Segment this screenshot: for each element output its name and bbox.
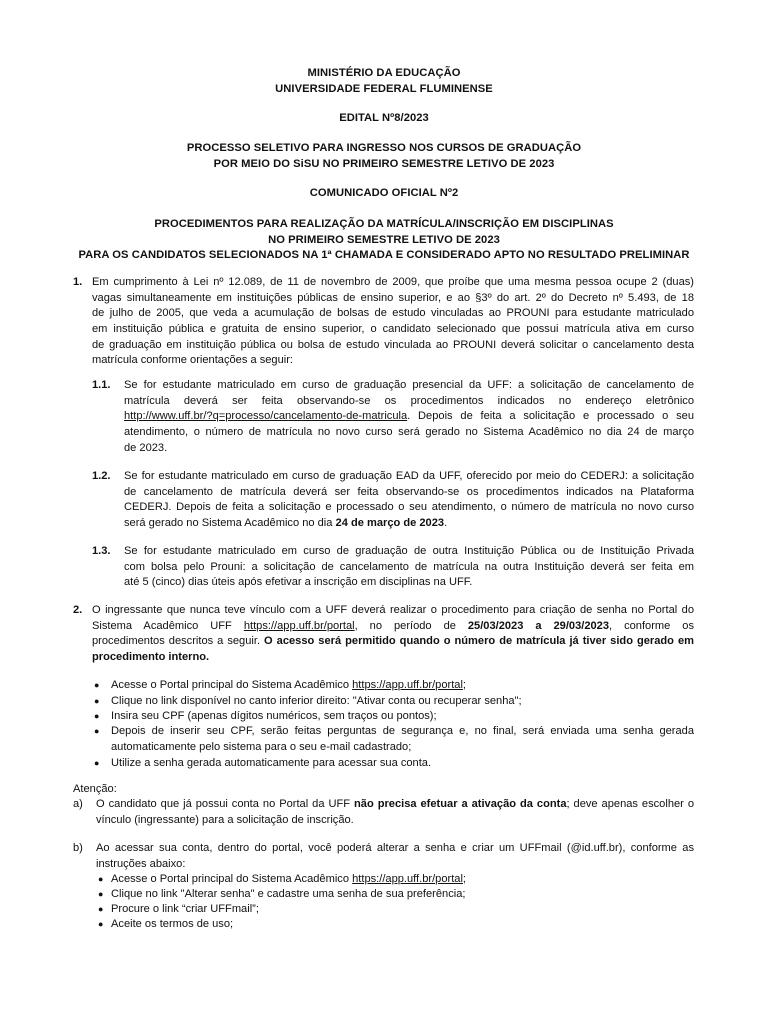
procedures-title-line: NO PRIMEIRO SEMESTRE LETIVO DE 2023	[268, 233, 500, 246]
paragraph-line	[124, 516, 694, 532]
attention-title: Atenção:	[73, 783, 117, 795]
paragraph-line	[92, 619, 694, 635]
item-number: 1.	[73, 276, 83, 288]
process-title-line: PROCESSO SELETIVO PARA INGRESSO NOS CURSOS DE GRADUAÇÃO	[186, 142, 582, 154]
attention-item-a	[96, 797, 694, 828]
item-1-3-paragraph	[124, 544, 694, 591]
instruction-item: Clique no link "Alterar senha" e cadastre uma senha de sua preferência;	[111, 888, 466, 900]
paragraph-line: O ingressante que nunca teve vínculo com a UFF deverá realizar o procedimento para criação de senha no Portal do	[92, 604, 694, 616]
portal-link[interactable]: https://app.uff.br/portal	[352, 873, 463, 885]
process-title	[0, 141, 768, 172]
paragraph-line	[124, 409, 694, 425]
item-number: 2.	[73, 604, 83, 616]
paragraph-line: de cancelamento de matrícula deverá ser feita observando-se os procedimentos indicados na Plataforma	[124, 485, 694, 498]
instruction-item: Procure o link “criar UFFmail”;	[111, 903, 259, 915]
item-1-1-paragraph	[124, 378, 694, 456]
paragraph-line: até 5 (cinco) dias úteis após efetivar a inscrição em disciplinas na UFF.	[124, 576, 473, 589]
subitem-number: 1.2.	[92, 470, 111, 482]
paragraph-line: em instituição pública e gratuita de ensino superior, o candidato selecionado que possui matrícula ativa em curso	[92, 323, 694, 336]
paragraph-line: de graduação em instituição pública ou bolsa de estudo vinculada ao PROUNI deverá solicitar o cancelamento desta	[92, 338, 694, 351]
edital-number: EDITAL Nº8/2023	[339, 112, 429, 124]
paragraph-line: matrícula conforme orientações a seguir:	[92, 354, 294, 367]
bullet-icon: ●	[98, 874, 104, 884]
step-item: Insira seu CPF (apenas dígitos numéricos, sem traços ou pontos);	[111, 710, 437, 722]
paragraph-line: Se for estudante matriculado em curso de graduação de outra Instituição Pública ou de Instituição Privada	[124, 545, 694, 557]
paragraph-line: de 2023.	[124, 441, 168, 454]
step-item: Clique no link disponível no canto inferior direito: "Ativar conta ou recuperar senha";	[111, 695, 522, 707]
access-notice: O acesso será permitido quando o número de matrícula já tiver sido gerado em	[264, 635, 694, 648]
paragraph-line: vagas simultaneamente em instituições públicas de ensino superior, e ao §3º do art. 2º do Decreto nº 5.493, de 18	[92, 291, 694, 304]
document-header	[0, 66, 768, 97]
paragraph-line	[92, 650, 694, 666]
paragraph-line: com bolsa pelo Prouni: a solicitação de cancelamento de matrícula na outra Instituição deverá ser feita em	[124, 560, 694, 573]
period-highlight: 25/03/2023 a 29/03/2023	[467, 619, 610, 632]
activation-notice: não precisa efetuar a ativação da conta	[354, 798, 567, 810]
bullet-icon: ●	[98, 919, 104, 929]
ministry-title: MINISTÉRIO DA EDUCAÇÃO	[307, 67, 461, 79]
paragraph-line: instruções abaixo:	[96, 857, 186, 870]
step-text: Acesse o Portal principal do Sistema Acadêmico	[111, 679, 353, 691]
date-highlight: 24 de março de 2023	[335, 517, 445, 530]
paragraph-line: Se for estudante matriculado em curso de graduação EAD da UFF, oferecido por meio do CEDERJ: a solicitação	[124, 470, 694, 482]
step-text: ;	[462, 679, 467, 691]
paragraph-text: será gerado no Sistema Acadêmico no dia	[124, 517, 336, 530]
access-notice: procedimento interno.	[92, 651, 210, 664]
bullet-icon: ●	[94, 680, 100, 690]
instruction-text: Acesse o Portal principal do Sistema Acadêmico	[111, 873, 353, 885]
bullet-icon: ●	[98, 904, 104, 914]
instruction-item: Aceite os termos de uso;	[111, 918, 234, 930]
step-text: Depois de inserir seu CPF, serão feitas perguntas de segurança e, no final, será enviada uma senha gerada	[111, 725, 694, 737]
portal-link[interactable]: https://app.uff.br/portal	[352, 679, 463, 691]
paragraph-text: .	[444, 517, 448, 530]
paragraph-text: ; deve apenas escolher o	[566, 798, 694, 810]
item-2-paragraph	[92, 603, 694, 666]
paragraph-line: Ao acessar sua conta, dentro do portal, você poderá alterar a senha e criar um UFFmail (@id.uff.br), conforme as	[96, 842, 694, 854]
paragraph-line	[96, 797, 694, 813]
subitem-number: 1.1.	[92, 379, 111, 391]
paragraph-text: O candidato que já possui conta no Portal da UFF	[96, 798, 354, 810]
paragraph-line: CEDERJ. Depois de feita a solicitação e processado o seu atendimento, o número de matrícula no novo curso	[124, 501, 694, 514]
step-item: Utilize a senha gerada automaticamente para acessar sua conta.	[111, 757, 432, 769]
portal-link[interactable]: https://app.uff.br/portal	[243, 619, 355, 632]
bullet-icon: ●	[94, 758, 100, 768]
paragraph-line: atendimento, o número de matrícula no novo curso será gerado no Sistema Acadêmico no dia 24 de março	[124, 426, 694, 439]
paragraph-text: , no período de	[354, 619, 468, 632]
procedures-title	[0, 217, 768, 264]
paragraph-line: Em cumprimento à Lei nº 12.089, de 11 de novembro de 2009, que proíbe que uma mesma pessoa ocupe 2 (duas)	[92, 276, 694, 288]
step-item	[111, 724, 694, 755]
list-label: b)	[73, 842, 83, 854]
paragraph-line: Se for estudante matriculado em curso de graduação presencial da UFF: a solicitação de cancelamento de	[124, 379, 694, 391]
cancelamento-link[interactable]: http://www.uff.br/?q=processo/cancelamento-de-matricula	[124, 410, 408, 423]
step-item	[111, 678, 466, 694]
instruction-item	[111, 872, 466, 888]
bullet-icon: ●	[98, 889, 104, 899]
paragraph-line: vínculo (ingressante) para a solicitação de inscrição.	[96, 813, 354, 826]
subitem-number: 1.3.	[92, 545, 111, 557]
paragraph-text: procedimentos descritos a seguir.	[92, 635, 265, 648]
item-1-2-paragraph	[124, 469, 694, 532]
step-text: automaticamente pelo sistema para o seu e-mail cadastrado;	[111, 740, 412, 753]
university-title: UNIVERSIDADE FEDERAL FLUMINENSE	[275, 82, 493, 95]
bullet-icon: ●	[94, 711, 100, 721]
instruction-text: ;	[462, 873, 467, 885]
paragraph-line: matrícula deverá ser feita observando-se os procedimentos indicados no endereço eletrônico	[124, 394, 694, 407]
list-label: a)	[73, 798, 83, 810]
attention-item-b	[96, 841, 694, 872]
communique-title: COMUNICADO OFICIAL Nº2	[309, 187, 459, 199]
procedures-title-line: PROCEDIMENTOS PARA REALIZAÇÃO DA MATRÍCULA/INSCRIÇÃO EM DISCIPLINAS	[154, 218, 614, 230]
paragraph-line	[92, 634, 694, 650]
paragraph-text: , conforme os	[609, 619, 695, 632]
process-title-line: POR MEIO DO SiSU NO PRIMEIRO SEMESTRE LETIVO DE 2023	[213, 157, 555, 170]
bullet-icon: ●	[94, 696, 100, 706]
bullet-icon: ●	[94, 726, 100, 736]
procedures-title-line: PARA OS CANDIDATOS SELECIONADOS NA 1ª CHAMADA E CONSIDERADO APTO NO RESULTADO PRELIMINAR	[78, 249, 690, 261]
paragraph-text: . Depois de feita a solicitação e processado o seu	[407, 410, 694, 423]
item-1-paragraph	[92, 275, 694, 369]
paragraph-text: Sistema Acadêmico UFF	[92, 619, 244, 632]
paragraph-line: de julho de 2005, que veda a acumulação de bolsas de estudo vinculadas ao PROUNI para estudante matriculado	[92, 307, 694, 320]
